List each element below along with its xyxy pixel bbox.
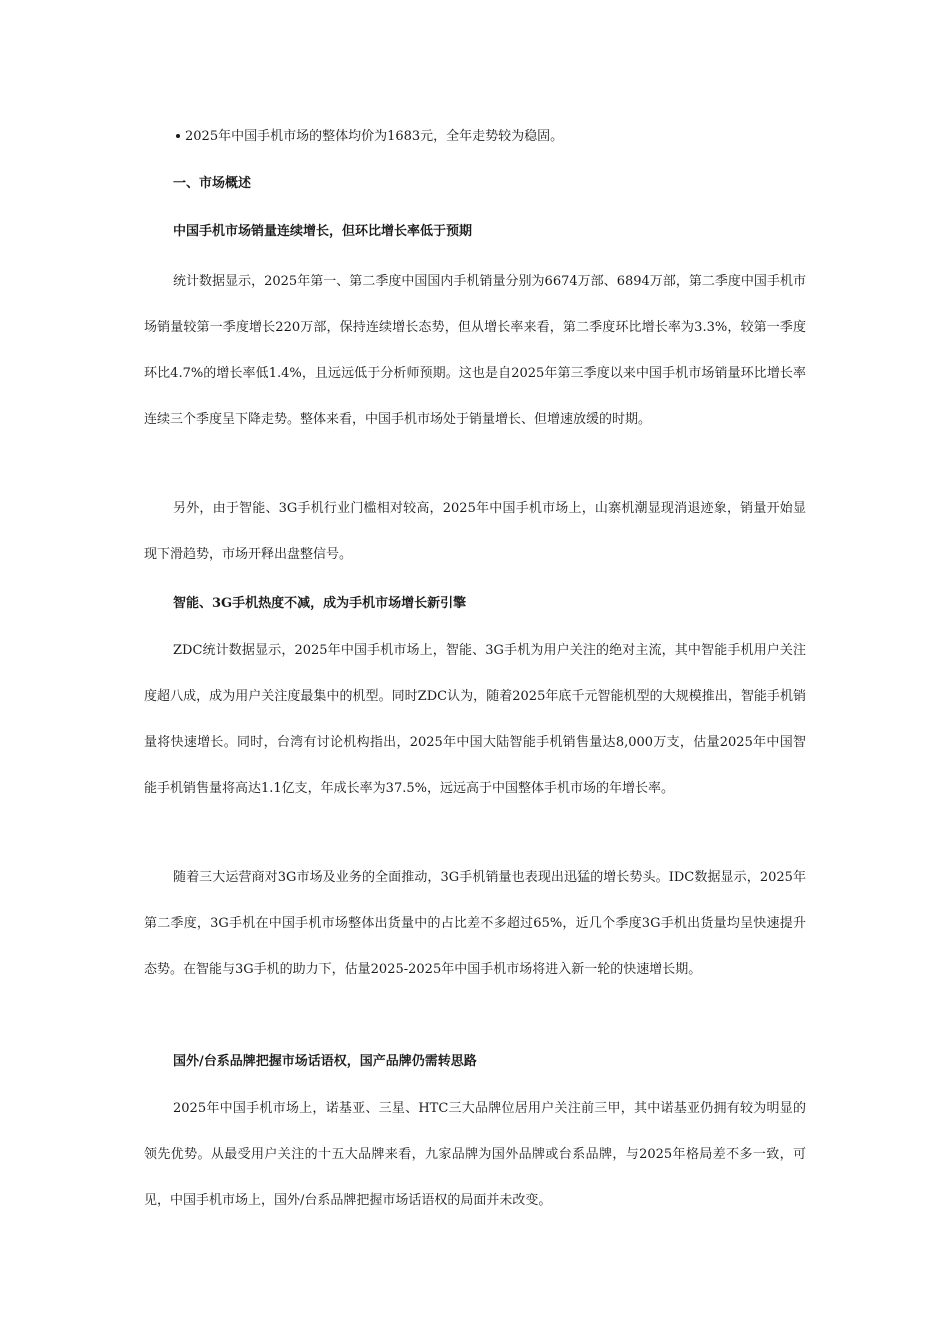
- paragraph-zdc-statistics: ZDC统计数据显示，2025年中国手机市场上，智能、3G手机为用户关注的绝对主流，其中智能手机用户关注度超八成，成为用户关注度最集中的机型。同时ZDC认为，随着2025年底千元智能机型的大规模推出，智能手机销量将快速增长。同时，台湾有讨论机构指出，2025年中国大陆智能手机销售量达8,000万支，估量2025年中国智能手机销售量将高达1.1亿支，年成长率为37.5%，远远高于中国整体手机市场的年增长率。: [144, 643, 806, 796]
- summary-bullet: [176, 127, 563, 147]
- section-title: 一、市场概述: [173, 176, 252, 191]
- subheading-smart-3g: 智能、3G手机热度不减，成为手机市场增长新引擎: [173, 596, 467, 611]
- paragraph-3g-growth: 随着三大运营商对3G市场及业务的全面推动，3G手机销量也表现出迅猛的增长势头。IDC数据显示，2025年第二季度，3G手机在中国手机市场整体出货量中的占比差不多超过65%，近几个季度3G手机出货量均呈快速提升态势。在智能与3G手机的助力下，估量2025-2025年中国手机市场将进入新一轮的快速增长期。: [144, 870, 806, 977]
- bullet-dot-icon: [176, 134, 180, 138]
- subheading-foreign-brands: 国外/台系品牌把握市场话语权，国产品牌仍需转思路: [173, 1054, 477, 1069]
- paragraph-sales-statistics: 统计数据显示，2025年第一、第二季度中国国内手机销量分别为6674万部、6894万部，第二季度中国手机市场销量较第一季度增长220万部，保持连续增长态势，但从增长率来看，第二季度环比增长率为3.3%，较第一季度环比4.7%的增长率低1.4%，且远远低于分析师预期。这也是自2025年第三季度以来中国手机市场销量环比增长率连续三个季度呈下降走势。整体来看，中国手机市场处于销量增长、但增速放缓的时期。: [144, 274, 806, 427]
- paragraph-brand-ranking: 2025年中国手机市场上，诺基亚、三星、HTC三大品牌位居用户关注前三甲，其中诺基亚仍拥有较为明显的领先优势。从最受用户关注的十五大品牌来看，九家品牌为国外品牌或台系品牌，与2025年格局差不多一致，可见，中国手机市场上，国外/台系品牌把握市场话语权的局面并未改变。: [144, 1101, 806, 1208]
- paragraph-copycat-decline: 另外，由于智能、3G手机行业门槛相对较高，2025年中国手机市场上，山寨机潮显现消退迹象，销量开始显现下滑趋势，市场开释出盘整信号。: [144, 501, 806, 562]
- subheading-sales-growth: 中国手机市场销量连续增长，但环比增长率低于预期: [173, 224, 473, 239]
- summary-bullet-text: 2025年中国手机市场的整体均价为1683元，全年走势较为稳固。: [185, 129, 564, 144]
